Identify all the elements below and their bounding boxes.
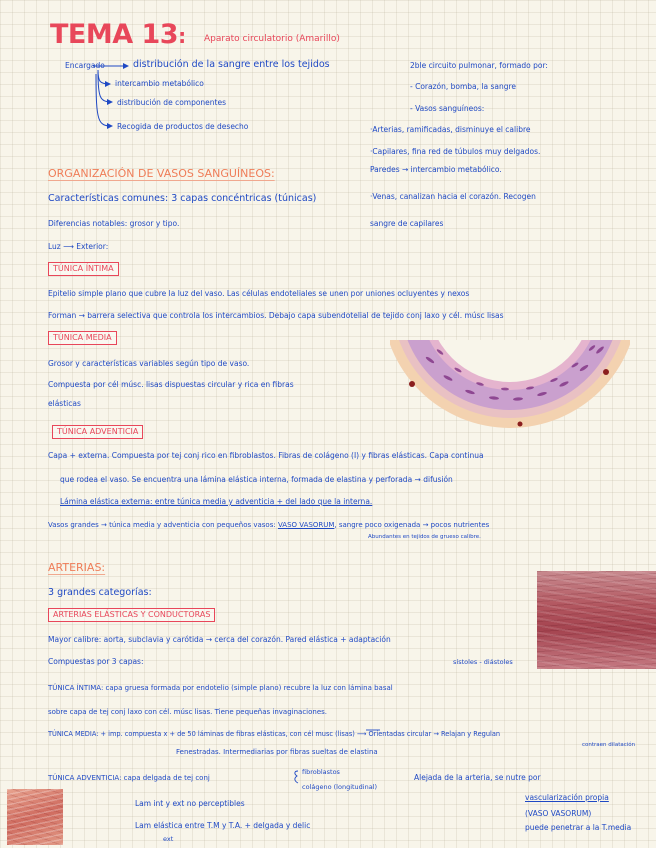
arterias-elasticas-label: ARTERIAS ELÁSTICAS Y CONDUCTORAS — [48, 608, 215, 622]
section-heading-arterias: ARTERIAS: — [48, 561, 106, 574]
intro-function-1: distribución de la sangre entre los tejidos — [133, 59, 330, 70]
arterias-fibroblastos: fibroblastos — [302, 768, 340, 776]
arterias-media-1: TÚNICA MEDIA: + imp. compuesta x + de 50 láminas de fibras elásticas, con cél musc (lisas) ⟶ Orientadas circular → Relajan y Regulan — [48, 730, 501, 738]
intro-right-5: ·Capilares, fina red de túbulos muy delgados. — [370, 147, 541, 156]
arterias-adventicia-1: TÚNICA ADVENTICIA: capa delgada de tej conj — [48, 774, 210, 782]
tunica-media-label: TÚNICA MEDIA — [48, 331, 117, 345]
media-line-1: Grosor y características variables según tipo de vaso. — [48, 359, 250, 368]
intro-right-4: ·Arterias, ramificadas, disminuye el calibre — [370, 125, 531, 134]
arterias-media-contraction: contraen dilatación — [582, 742, 636, 748]
arterias-sistole-diastole: sístoles - diástoles — [453, 658, 513, 666]
arterias-vascularizacion: vascularización propia — [525, 793, 609, 802]
intro-right-8: sangre de capilares — [370, 219, 444, 228]
intro-right-6: Paredes → intercambio metabólico. — [370, 165, 502, 174]
media-line-3: elásticas — [48, 399, 81, 408]
intro-right-3: - Vasos sanguíneos: — [410, 104, 485, 113]
adventicia-line-4-c: , sangre poco oxigenada → pocos nutrientes — [334, 521, 490, 529]
organizacion-line-1: Características comunes: 3 capas concéntricas (túnicas) — [48, 193, 317, 204]
intima-line-1: Epitelio simple plano que cubre la luz del vaso. Las células endoteliales se unen por uniones ocluyentes y nexos — [48, 289, 470, 298]
arterias-mayor-calibre: Mayor calibre: aorta, subclavia y carótida → cerca del corazón. Pared elástica + adaptación — [48, 635, 391, 644]
arterias-line-1: 3 grandes categorías: — [48, 587, 152, 598]
organizacion-line-3: Luz ⟶ Exterior: — [48, 242, 109, 251]
section-heading-organizacion: ORGANIZACIÓN DE VASOS SANGUÍNEOS: — [48, 167, 275, 180]
organizacion-line-2: Diferencias notables: grosor y tipo. — [48, 219, 180, 228]
page-title: TEMA 13: — [50, 19, 186, 50]
arterias-intima-2: sobre capa de tej conj laxo con cél. músc lisas. Tiene pequeñas invaginaciones. — [48, 708, 328, 716]
intro-right-1: 2ble circuito pulmonar, formado por: — [410, 61, 548, 70]
arterias-intima-1: TÚNICA ÍNTIMA: capa gruesa formada por endotelio (simple plano) recubre la luz con lámina basal — [48, 684, 393, 692]
arterias-media-2: Fenestradas. Intermediarias por fibras sueltas de elastina — [176, 748, 378, 756]
intro-function-2: intercambio metabólico — [115, 79, 204, 88]
media-line-2: Compuesta por cél músc. lisas dispuestas circular y rica en fibras — [48, 380, 294, 389]
adventitia-tissue-micrograph — [7, 789, 63, 845]
adventicia-line-2: que rodea el vaso. Se encuentra una lámina elástica interna, formada de elastina y perforada → difusión — [60, 475, 453, 484]
adventicia-line-3: Lámina elástica externa: entre túnica media y adventicia + del lado que la interna. — [60, 497, 373, 506]
intro-right-7: ·Venas, canalizan hacia el corazón. Recogen — [370, 192, 536, 201]
arterias-colageno: colágeno (longitudinal) — [302, 783, 378, 791]
arterias-vaso-vasorum: (VASO VASORUM) — [525, 809, 592, 818]
vaso-vasorum-term: VASO VASORUM — [277, 521, 335, 529]
tunica-adventicia-label: TÚNICA ADVENTICIA — [52, 425, 143, 439]
arterias-tres-capas: Compuestas por 3 capas: — [48, 657, 144, 666]
adventicia-line-4-a: Vasos grandes → túnica media y adventicia con pequeños vasos: — [48, 521, 278, 529]
arterias-lam-elastica: Lam elástica entre T.M y T.A. + delgada y delic — [135, 821, 311, 830]
intro-lead: Encargado — [65, 61, 105, 70]
page-subtitle: Aparato circulatorio (Amarillo) — [204, 34, 340, 44]
arterias-penetrar: puede penetrar a la T.media — [525, 823, 632, 832]
intro-function-3: distribución de componentes — [117, 98, 227, 107]
intro-function-4: Recogida de productos de desecho — [117, 122, 249, 131]
adventicia-line-1: Capa + externa. Compuesta por tej conj rico en fibroblastos. Fibras de colágeno (I) y fibras elásticas. Capa continua — [48, 451, 484, 460]
arterias-lam-int-ext: Lam int y ext no perceptibles — [135, 799, 245, 808]
intima-line-2: Forman → barrera selectiva que controla los intercambios. Debajo capa subendotelial de tejido conj laxo y cél. músc lisas — [48, 311, 504, 320]
arterias-lam-ext: ext — [163, 835, 174, 843]
tunica-intima-label: TÚNICA ÍNTIMA — [48, 262, 119, 276]
adventicia-line-5: Abundantes en tejidos de grueso calibre. — [368, 534, 481, 540]
arterias-adventicia-2: Alejada de la arteria, se nutre por — [414, 773, 541, 782]
intro-right-2: - Corazón, bomba, la sangre — [410, 82, 517, 91]
